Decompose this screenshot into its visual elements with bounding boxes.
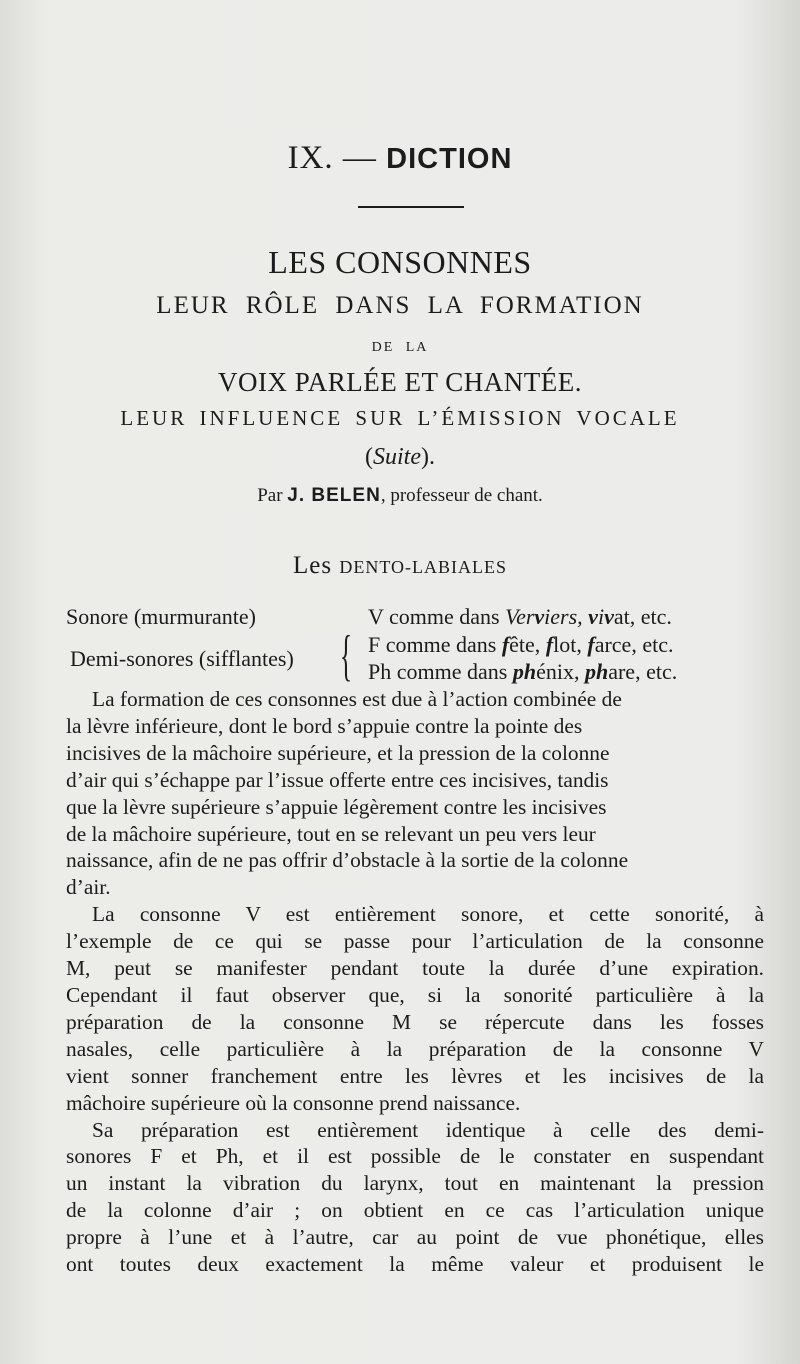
text-line: La consonne V est entièrement sonore, et cette sonorité, à [92, 902, 764, 927]
text-line: M, peut se manifester pendant toute la durée d’une expiration. [66, 956, 764, 981]
f-ex2: f [545, 632, 554, 657]
text-line: ont toutes deux exactement la même valeur et produisent le [66, 1252, 764, 1277]
v-ex2a: v [588, 604, 598, 629]
text-line: La formation de ces consonnes est due à l’action combinée de [92, 687, 622, 711]
text-line: nasales, celle particulière à la préparation de la consonne V [66, 1036, 764, 1061]
ph-ex2b: are, etc. [608, 659, 678, 684]
ph-ex1: ph [512, 659, 537, 684]
v-prefix: V comme dans [368, 604, 506, 629]
sonore-example [368, 604, 672, 630]
author-role: , professeur de chant. [380, 485, 543, 506]
v-ex1a: Ver [505, 604, 535, 629]
v-ex1b: v [534, 604, 545, 629]
paragraph-1 [66, 686, 764, 901]
v-ex2c: v [604, 604, 614, 629]
text-line: Cependant il faut observer que, si la sonorité particulière à la [66, 982, 764, 1007]
paragraph-2 [66, 901, 764, 1116]
text-line: préparation de la consonne M se répercute dans les fosses [66, 1009, 764, 1034]
brace-symbol: { [340, 625, 353, 687]
f-ex2b: lot, [553, 632, 588, 657]
ph-ex1b: énix, [536, 659, 585, 684]
article-subtitle-line1: LEUR RÔLE DANS LA FORMATION [156, 292, 644, 319]
sonore-label: Sonore (murmurante) [66, 604, 256, 629]
paragraph-3 [66, 1117, 764, 1278]
article-subtitle-line3: VOIX PARLÉE ET CHANTÉE. [218, 367, 582, 397]
text-line: d’air qui s’échappe par l’issue offerte entre ces incisives, tandis [66, 767, 609, 792]
f-ex1b: ête, [509, 632, 546, 657]
v-ex2d: at, etc. [613, 604, 672, 629]
suite-word: Suite [373, 444, 421, 470]
chapter-number: IX. — [287, 140, 387, 176]
f-ex3: f [587, 632, 595, 657]
text-line: incisives de la mâchoire supérieure, et la pression de la colonne [66, 740, 610, 765]
chapter-title: DICTION [386, 143, 513, 175]
section-heading-first: Les [292, 552, 340, 579]
body-text [66, 686, 764, 1278]
v-ex2b: i [597, 604, 605, 629]
section-heading [0, 552, 800, 580]
suite-note [0, 444, 800, 471]
article-title: LES CONSONNES [268, 244, 532, 280]
byline-par: Par [257, 485, 288, 506]
text-line: mâchoire supérieure où la consonne prend naissance. [66, 1090, 521, 1115]
f-ex3b: arce, etc. [594, 632, 674, 657]
text-line: d’air. [66, 875, 111, 900]
ph-ex2: ph [584, 659, 609, 684]
text-line: Sa préparation est entièrement identique à celle des demi- [92, 1117, 764, 1142]
text-line: naissance, afin de ne pas offrir d’obstacle à la sortie de la colonne [66, 848, 629, 873]
author-name: J. BELEN [287, 485, 381, 506]
text-line: un instant la vibration du larynx, tout en maintenant la pression [66, 1171, 764, 1196]
suite-open: ( [365, 444, 373, 470]
v-ex1c: iers, [544, 604, 589, 629]
text-line: vient sonner franchement entre les lèvres et les incisives de la [66, 1063, 764, 1088]
text-line: la lèvre inférieure, dont le bord s’appuie contre la pointe des [66, 713, 583, 738]
text-line: propre à l’une et à l’autre, car au point de vue phonétique, elles [66, 1225, 764, 1250]
article-subtitle-line2: DE LA [371, 340, 429, 355]
text-line: de la colonne d’air ; on obtient en ce cas l’articulation unique [66, 1198, 764, 1223]
byline [0, 485, 800, 507]
demi-sonores-label: Demi-sonores (sifflantes) [70, 646, 294, 671]
text-line: sonores F et Ph, et il est possible de le constater en suspendant [66, 1144, 764, 1169]
text-line: que la lèvre supérieure s’appuie légèrement contre les incisives [66, 794, 607, 819]
chapter-heading [0, 140, 800, 177]
article-subtitle-line4: LEUR INFLUENCE SUR L’ÉMISSION VOCALE [120, 406, 680, 430]
text-line: de la mâchoire supérieure, tout en se relevant un peu vers leur [66, 821, 596, 846]
section-heading-rest: DENTO-LABIALES [339, 557, 507, 577]
text-line: l’exemple de ce qui se passe pour l’articulation de la consonne [66, 929, 764, 954]
f-ex1: f [501, 632, 510, 657]
ph-example [368, 659, 677, 685]
title-rule [358, 206, 464, 208]
ph-prefix: Ph comme dans [368, 659, 513, 684]
f-example [368, 632, 673, 658]
suite-close: ). [421, 444, 435, 470]
f-prefix: F comme dans [368, 632, 502, 657]
